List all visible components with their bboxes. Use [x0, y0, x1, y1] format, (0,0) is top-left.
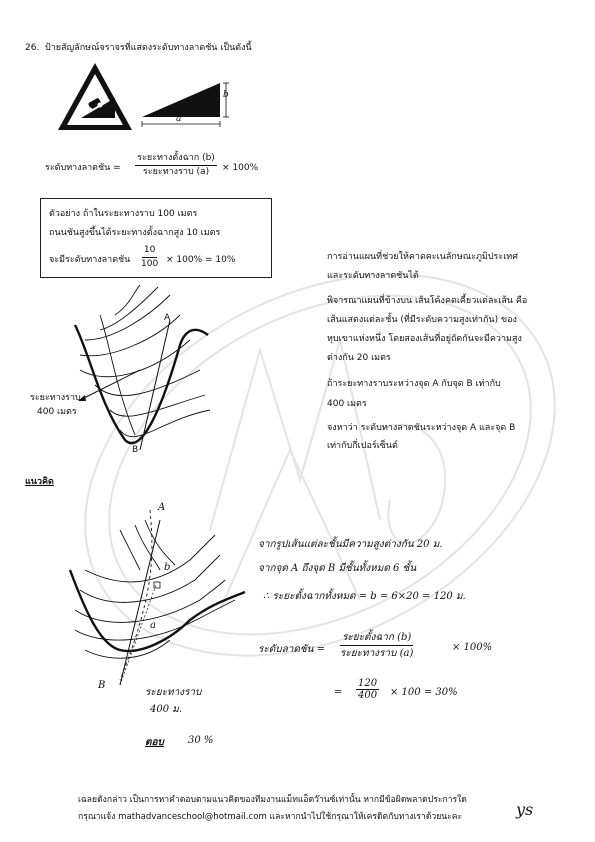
slope-triangle-diagram — [140, 80, 240, 130]
solution-line2: จากจุด A ถึงจุด B มีชั้นทั้งหมด 6 ชั้น — [258, 563, 417, 574]
desc-p4-line2: เท่ากับกี่เปอร์เซ็นต์ — [327, 441, 398, 451]
step-denominator: 400 — [358, 690, 378, 701]
desc-p2-line2: เส้นแสดงแต่ละชั้น (ที่มีระดับความสูงเท่ากัน) ของ — [327, 315, 517, 325]
example-box — [40, 198, 272, 278]
desc-p1-line2: และระดับทางลาดชันได้ — [327, 271, 419, 281]
calc-numerator: ระยะตั้งฉาก (b) — [340, 630, 413, 646]
solution-line1: จากรูปเส้นแต่ละชั้นมีความสูงต่างกัน 20 ม. — [258, 539, 443, 550]
calc-denominator: ระยะทางราบ (a) — [340, 648, 414, 659]
desc-p4-line1: จงหาว่า ระดับทางลาดชันระหว่างจุด A และจุด B — [327, 423, 516, 433]
solution-heading: แนวคิด — [25, 477, 54, 487]
formula-lhs: ระดับทางลาดชัน = — [45, 163, 121, 173]
desc-p2-line3: หุบเขาแห่งหนึ่ง โดยสองเส้นที่อยู่ถัดกันจะมีความสูง — [327, 334, 522, 344]
map1-label-a: A — [164, 313, 171, 323]
example-frac-num: 10 — [142, 244, 157, 258]
step-numerator: 120 — [358, 678, 378, 689]
step-rest: × 100 = 30% — [390, 687, 458, 698]
map1-label-b: B — [132, 445, 139, 455]
footer-line1: เฉลยดังกล่าว เป็นการหาคำตอบตามแนวคิดของทีมงานแม็ทแอ็ดว๊านซ์เท่านั้น หากมีข้อผิดพลาดประการใด — [78, 795, 467, 805]
map2-label-small-a: a — [150, 620, 156, 631]
example-line3-prefix: จะมีระดับทางลาดชัน — [49, 255, 131, 265]
triangle-label-b: b — [223, 90, 229, 100]
triangle-label-a: a — [176, 114, 182, 124]
example-line3-suffix: × 100% = 10% — [166, 255, 236, 265]
contour-map-2 — [60, 500, 270, 690]
calc-lhs: ระดับลาดชัน = — [258, 644, 326, 655]
map2-label-small-b: b — [164, 562, 171, 573]
desc-p2-line4: ต่างกัน 20 เมตร — [327, 353, 391, 363]
footer-signature: ys — [516, 800, 534, 819]
footer-line2: กรุณาแจ้ง mathadvanceschool@hotmail.com และหากนำไปใช้กรุณาให้เครดิตกับทางเราด้วยนะคะ — [78, 812, 463, 822]
slope-warning-sign-icon — [55, 60, 135, 135]
map2-label-b: B — [98, 680, 106, 691]
formula-numerator: ระยะทางตั้งฉาก (b) — [135, 152, 217, 166]
desc-p3-line2: 400 เมตร — [327, 399, 367, 409]
step-eq: = — [334, 687, 343, 698]
formula-fraction — [135, 152, 217, 179]
desc-p3-line1: ถ้าระยะทางราบระหว่างจุด A กับจุด B เท่ากับ — [327, 379, 501, 389]
question-text: ป้ายสัญลักษณ์จราจรที่แสดงระดับทางลาดชัน เป็นดังนี้ — [45, 43, 252, 53]
contour-map-1 — [40, 285, 220, 460]
question-number: 26. — [25, 43, 40, 53]
example-frac-den: 100 — [141, 259, 159, 269]
answer-label: ตอบ — [145, 737, 164, 748]
example-fraction — [141, 244, 158, 271]
example-line1: ตัวอย่าง ถ้าในระยะทางราบ 100 เมตร — [49, 209, 198, 219]
map2-label-a: A — [158, 502, 166, 513]
desc-p2-line1: พิจารณาแผนที่ข้างบน เส้นโค้งคดเคี้ยวแต่ละเส้น คือ — [327, 296, 528, 306]
desc-p1-line1: การอ่านแผนที่ช่วยให้คาดคะเนลักษณะภูมิประเทศ — [327, 252, 518, 262]
answer-value: 30 % — [188, 735, 214, 746]
formula-times: × 100% — [222, 163, 259, 173]
map1-dist-line2: 400 เมตร — [37, 407, 77, 417]
calc-times: × 100% — [452, 642, 493, 653]
step-fraction — [356, 678, 379, 701]
example-line2: ถนนชันสูงขึ้นได้ระยะทางตั้งฉากสูง 10 เมตร — [49, 228, 221, 238]
map2-dist-line1: ระยะทางราบ — [145, 687, 202, 698]
solution-line3: ∴ ระยะตั้งฉากทั้งหมด = b = 6×20 = 120 ม. — [263, 591, 466, 602]
map1-dist-line1: ระยะทางราบ — [30, 393, 81, 403]
map2-dist-line2: 400 ม. — [150, 704, 183, 715]
calc-fraction — [340, 630, 413, 661]
formula-denominator: ระยะทางราบ (a) — [142, 167, 210, 177]
